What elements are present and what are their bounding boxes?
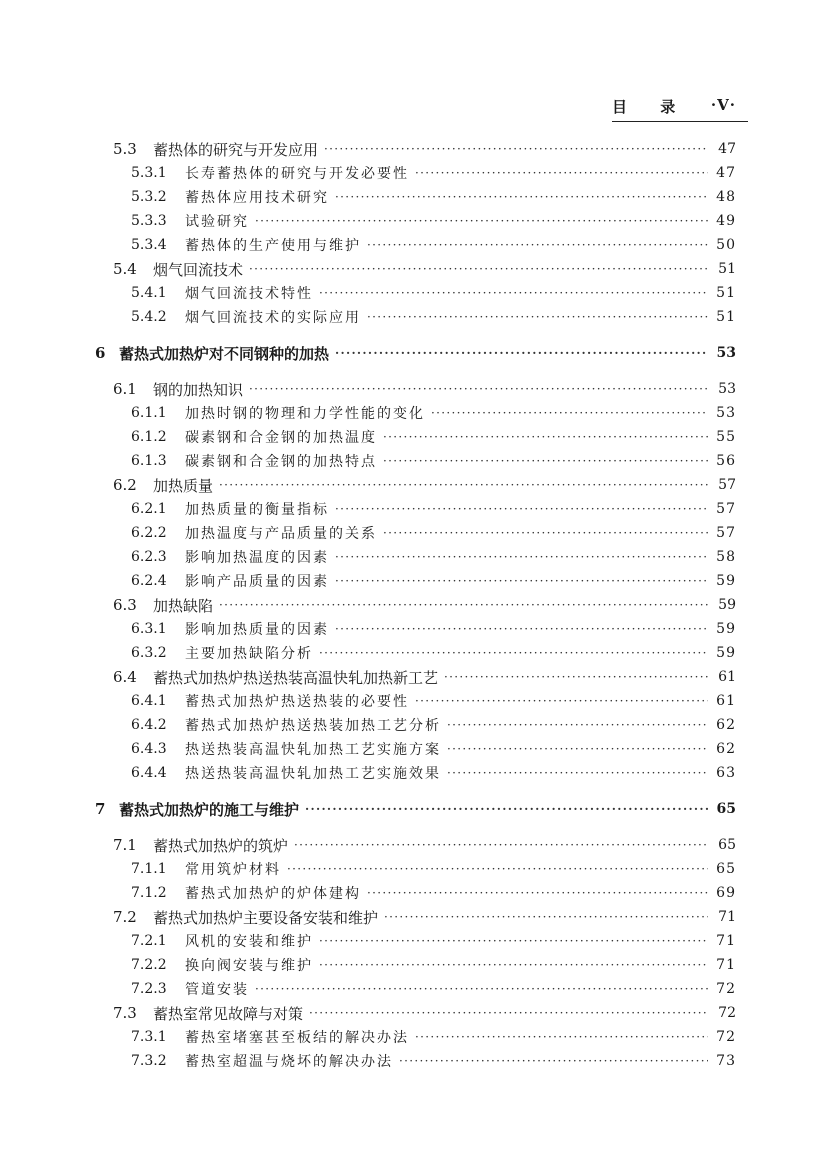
dot-leader bbox=[219, 593, 708, 617]
toc-section-entry[interactable] bbox=[113, 833, 736, 857]
entry-page-number: 53 bbox=[716, 345, 736, 361]
entry-number: 5.3.1 bbox=[131, 165, 167, 181]
entry-title: 热送热装高温快轧加热工艺实施效果 bbox=[185, 766, 441, 782]
entry-page-number: 47 bbox=[718, 141, 736, 157]
entry-number: 7.3 bbox=[113, 1004, 137, 1022]
entry-number: 6.4.4 bbox=[131, 765, 167, 781]
toc-section-entry[interactable] bbox=[113, 137, 736, 161]
entry-number: 5.3.2 bbox=[131, 189, 167, 205]
entry-number: 6.4.1 bbox=[131, 693, 167, 709]
entry-title: 烟气回流技术 bbox=[153, 260, 244, 279]
header-label: 目 录 bbox=[612, 98, 690, 116]
entry-title: 影响产品质量的因素 bbox=[185, 574, 329, 590]
dot-leader bbox=[294, 833, 708, 857]
entry-title: 蓄热式加热炉热送热装高温快轧加热新工艺 bbox=[153, 668, 439, 687]
entry-title: 加热质量的衡量指标 bbox=[185, 502, 329, 518]
entry-title: 加热时钢的物理和力学性能的变化 bbox=[185, 406, 425, 422]
entry-number: 7.2.2 bbox=[131, 957, 167, 973]
entry-number: 6.3 bbox=[113, 596, 137, 614]
entry-number: 6 bbox=[95, 344, 106, 362]
entry-title: 蓄热室超温与烧坏的解决办法 bbox=[185, 1054, 393, 1070]
dot-leader bbox=[415, 161, 708, 185]
toc-subsection-entry[interactable] bbox=[131, 617, 736, 641]
entry-title: 蓄热式加热炉的筑炉 bbox=[153, 836, 289, 855]
entry-number: 6.1.2 bbox=[131, 429, 167, 445]
entry-title: 影响加热温度的因素 bbox=[185, 550, 329, 566]
entry-page-number: 48 bbox=[716, 189, 736, 205]
toc-subsection-entry[interactable] bbox=[131, 569, 736, 593]
entry-number: 6.3.2 bbox=[131, 645, 167, 661]
dot-leader bbox=[219, 473, 708, 497]
toc-chapter-entry[interactable] bbox=[95, 341, 736, 365]
dot-leader bbox=[383, 521, 708, 545]
entry-page-number: 62 bbox=[716, 741, 736, 757]
entry-title: 主要加热缺陷分析 bbox=[185, 646, 313, 662]
entry-page-number: 47 bbox=[716, 165, 736, 181]
toc-subsection-entry[interactable] bbox=[131, 497, 736, 521]
entry-page-number: 62 bbox=[716, 717, 736, 733]
entry-title: 蓄热式加热炉的炉体建构 bbox=[185, 886, 361, 902]
entry-number: 6.1.1 bbox=[131, 405, 167, 421]
toc-subsection-entry[interactable] bbox=[131, 953, 736, 977]
toc-subsection-entry[interactable] bbox=[131, 209, 736, 233]
toc-subsection-entry[interactable] bbox=[131, 305, 736, 329]
dot-leader bbox=[447, 713, 708, 737]
toc-subsection-entry[interactable] bbox=[131, 689, 736, 713]
dot-leader bbox=[249, 377, 708, 401]
entry-number: 6.4 bbox=[113, 668, 137, 686]
entry-number: 7 bbox=[95, 800, 106, 818]
toc-subsection-entry[interactable] bbox=[131, 425, 736, 449]
dot-leader bbox=[305, 797, 708, 821]
entry-page-number: 71 bbox=[716, 933, 736, 949]
dot-leader bbox=[384, 905, 708, 929]
entry-number: 5.4.2 bbox=[131, 309, 167, 325]
dot-leader bbox=[255, 209, 708, 233]
entry-title: 蓄热式加热炉热送热装加热工艺分析 bbox=[185, 718, 441, 734]
entry-title: 蓄热式加热炉热送热装的必要性 bbox=[185, 694, 409, 710]
entry-number: 5.4.1 bbox=[131, 285, 167, 301]
toc-section-entry[interactable] bbox=[113, 1001, 736, 1025]
entry-number: 6.2.3 bbox=[131, 549, 167, 565]
entry-title: 烟气回流技术特性 bbox=[185, 286, 313, 302]
toc-subsection-entry[interactable] bbox=[131, 857, 736, 881]
entry-page-number: 71 bbox=[716, 957, 736, 973]
dot-leader bbox=[319, 929, 708, 953]
toc-section-entry[interactable] bbox=[113, 473, 736, 497]
dot-leader bbox=[399, 1049, 708, 1073]
header-page-number: ·V· bbox=[710, 96, 736, 114]
entry-number: 6.2.2 bbox=[131, 525, 167, 541]
entry-page-number: 58 bbox=[716, 549, 736, 565]
toc-subsection-entry[interactable] bbox=[131, 641, 736, 665]
dot-leader bbox=[444, 665, 708, 689]
dot-leader bbox=[335, 617, 708, 641]
entry-number: 7.2 bbox=[113, 908, 137, 926]
dot-leader bbox=[431, 401, 708, 425]
dot-leader bbox=[335, 569, 708, 593]
dot-leader bbox=[324, 137, 708, 161]
entry-number: 7.2.3 bbox=[131, 981, 167, 997]
toc-subsection-entry[interactable] bbox=[131, 977, 736, 1001]
entry-number: 7.2.1 bbox=[131, 933, 167, 949]
dot-leader bbox=[335, 341, 708, 365]
entry-page-number: 61 bbox=[716, 693, 736, 709]
toc-subsection-entry[interactable] bbox=[131, 737, 736, 761]
entry-page-number: 55 bbox=[716, 429, 736, 445]
dot-leader bbox=[367, 881, 708, 905]
entry-title: 常用筑炉材料 bbox=[185, 862, 281, 878]
entry-title: 影响加热质量的因素 bbox=[185, 622, 329, 638]
entry-title: 蓄热体的生产使用与维护 bbox=[185, 238, 361, 254]
entry-page-number: 59 bbox=[716, 645, 736, 661]
entry-number: 5.3.3 bbox=[131, 213, 167, 229]
entry-page-number: 73 bbox=[716, 1053, 736, 1069]
entry-title: 加热温度与产品质量的关系 bbox=[185, 526, 377, 542]
toc-subsection-entry[interactable] bbox=[131, 521, 736, 545]
toc-section-entry[interactable] bbox=[113, 377, 736, 401]
dot-leader bbox=[335, 497, 708, 521]
toc-subsection-entry[interactable] bbox=[131, 161, 736, 185]
dot-leader bbox=[367, 233, 708, 257]
dot-leader bbox=[415, 689, 708, 713]
toc-subsection-entry[interactable] bbox=[131, 713, 736, 737]
entry-title: 蓄热式加热炉对不同钢种的加热 bbox=[119, 344, 330, 363]
entry-page-number: 56 bbox=[716, 453, 736, 469]
dot-leader bbox=[335, 185, 708, 209]
entry-title: 烟气回流技术的实际应用 bbox=[185, 310, 361, 326]
entry-number: 6.2.4 bbox=[131, 573, 167, 589]
entry-page-number: 53 bbox=[718, 381, 736, 397]
entry-page-number: 69 bbox=[716, 885, 736, 901]
entry-title: 钢的加热知识 bbox=[153, 380, 244, 399]
entry-page-number: 65 bbox=[718, 837, 736, 853]
entry-page-number: 71 bbox=[718, 909, 736, 925]
entry-number: 7.1 bbox=[113, 836, 137, 854]
toc-subsection-entry[interactable] bbox=[131, 1049, 736, 1073]
entry-page-number: 59 bbox=[716, 621, 736, 637]
entry-number: 7.1.1 bbox=[131, 861, 167, 877]
toc-subsection-entry[interactable] bbox=[131, 1025, 736, 1049]
toc-subsection-entry[interactable] bbox=[131, 281, 736, 305]
toc-section-entry[interactable] bbox=[113, 257, 736, 281]
entry-title: 加热缺陷 bbox=[153, 596, 214, 615]
dot-leader bbox=[447, 761, 708, 785]
dot-leader bbox=[319, 641, 708, 665]
dot-leader bbox=[319, 953, 708, 977]
entry-number: 7.3.2 bbox=[131, 1053, 167, 1069]
entry-page-number: 53 bbox=[716, 405, 736, 421]
toc-subsection-entry[interactable] bbox=[131, 233, 736, 257]
entry-title: 蓄热室常见故障与对策 bbox=[153, 1004, 304, 1023]
entry-title: 热送热装高温快轧加热工艺实施方案 bbox=[185, 742, 441, 758]
entry-title: 蓄热体的研究与开发应用 bbox=[153, 140, 319, 159]
entry-page-number: 51 bbox=[716, 309, 736, 325]
entry-page-number: 65 bbox=[716, 861, 736, 877]
entry-title: 风机的安装和维护 bbox=[185, 934, 313, 950]
toc-subsection-entry[interactable] bbox=[131, 929, 736, 953]
entry-page-number: 72 bbox=[716, 1029, 736, 1045]
entry-number: 7.3.1 bbox=[131, 1029, 167, 1045]
entry-page-number: 49 bbox=[716, 213, 736, 229]
dot-leader bbox=[319, 281, 708, 305]
entry-number: 6.4.3 bbox=[131, 741, 167, 757]
entry-page-number: 57 bbox=[718, 477, 736, 493]
entry-page-number: 72 bbox=[716, 981, 736, 997]
entry-title: 蓄热室堵塞甚至板结的解决办法 bbox=[185, 1030, 409, 1046]
entry-number: 6.1.3 bbox=[131, 453, 167, 469]
dot-leader bbox=[447, 737, 708, 761]
entry-page-number: 59 bbox=[718, 597, 736, 613]
entry-number: 6.3.1 bbox=[131, 621, 167, 637]
entry-title: 长寿蓄热体的研究与开发必要性 bbox=[185, 166, 409, 182]
entry-title: 试验研究 bbox=[185, 214, 249, 230]
entry-number: 5.3 bbox=[113, 140, 137, 158]
toc-section-entry[interactable] bbox=[113, 905, 736, 929]
entry-number: 6.4.2 bbox=[131, 717, 167, 733]
entry-page-number: 65 bbox=[716, 801, 736, 817]
dot-leader bbox=[309, 1001, 708, 1025]
dot-leader bbox=[383, 449, 708, 473]
toc-subsection-entry[interactable] bbox=[131, 545, 736, 569]
toc-section-entry[interactable] bbox=[113, 665, 736, 689]
toc-subsection-entry[interactable] bbox=[131, 449, 736, 473]
dot-leader bbox=[287, 857, 708, 881]
entry-number: 5.3.4 bbox=[131, 237, 167, 253]
dot-leader bbox=[335, 545, 708, 569]
entry-page-number: 57 bbox=[716, 501, 736, 517]
entry-page-number: 72 bbox=[718, 1005, 736, 1021]
entry-page-number: 59 bbox=[716, 573, 736, 589]
dot-leader bbox=[367, 305, 708, 329]
entry-title: 蓄热体应用技术研究 bbox=[185, 190, 329, 206]
toc-subsection-entry[interactable] bbox=[131, 761, 736, 785]
entry-number: 5.4 bbox=[113, 260, 137, 278]
entry-page-number: 63 bbox=[716, 765, 736, 781]
entry-title: 蓄热式加热炉主要设备安装和维护 bbox=[153, 908, 379, 927]
dot-leader bbox=[249, 257, 708, 281]
dot-leader bbox=[255, 977, 708, 1001]
entry-number: 6.1 bbox=[113, 380, 137, 398]
entry-number: 6.2 bbox=[113, 476, 137, 494]
entry-title: 管道安装 bbox=[185, 982, 249, 998]
dot-leader bbox=[415, 1025, 708, 1049]
entry-page-number: 61 bbox=[718, 669, 736, 685]
entry-title: 蓄热式加热炉的施工与维护 bbox=[119, 800, 300, 819]
entry-number: 7.1.2 bbox=[131, 885, 167, 901]
entry-number: 6.2.1 bbox=[131, 501, 167, 517]
entry-title: 碳素钢和合金钢的加热特点 bbox=[185, 454, 377, 470]
toc-section-entry[interactable] bbox=[113, 593, 736, 617]
dot-leader bbox=[383, 425, 708, 449]
entry-page-number: 57 bbox=[716, 525, 736, 541]
toc-chapter-entry[interactable] bbox=[95, 797, 736, 821]
toc-subsection-entry[interactable] bbox=[131, 185, 736, 209]
entry-title: 换向阀安装与维护 bbox=[185, 958, 313, 974]
entry-page-number: 50 bbox=[716, 237, 736, 253]
entry-title: 碳素钢和合金钢的加热温度 bbox=[185, 430, 377, 446]
entry-page-number: 51 bbox=[716, 285, 736, 301]
entry-page-number: 51 bbox=[718, 261, 736, 277]
toc-subsection-entry[interactable] bbox=[131, 401, 736, 425]
entry-title: 加热质量 bbox=[153, 476, 214, 495]
toc-subsection-entry[interactable] bbox=[131, 881, 736, 905]
